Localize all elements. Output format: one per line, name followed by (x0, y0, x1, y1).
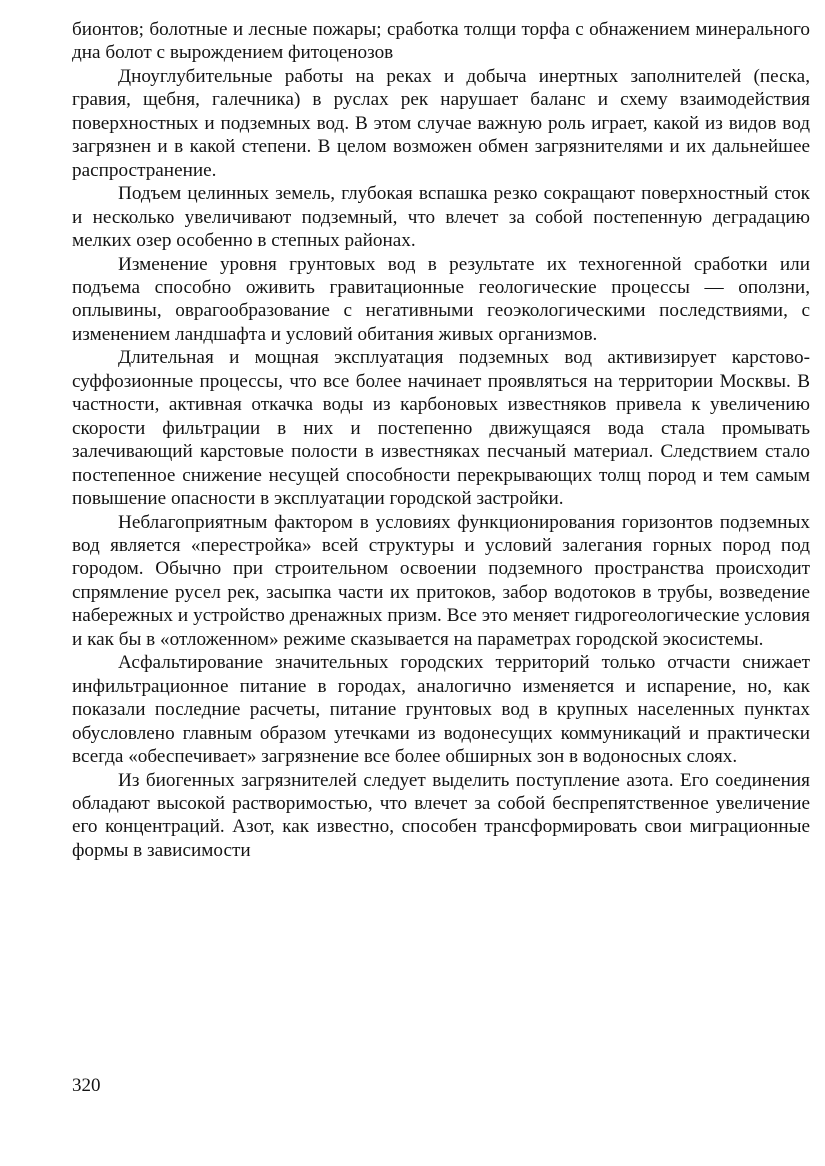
paragraph-6: Неблагоприятным фактором в условиях функционирования горизонтов подземных вод является «перестройка» всей структуры и условий залегания горных пород под городом. Обычно при строительном освоении подземного пространства происходит спрямление русел рек, засыпка части их притоков, забор водотоков в трубы, возведение набережных и устройство дренажных призм. Все это меняет гидрогеологические условия и как бы в «отложенном» режиме сказывается на параметрах городской экосистемы. (72, 511, 810, 650)
paragraph-1: бионтов; болотные и лесные пожары; сработка толщи торфа с обнажением минерального дна болот с вырождением фитоценозов (72, 19, 810, 64)
paragraph-3: Подъем целинных земель, глубокая вспашка резко сокращают поверхностный сток и несколько увеличивают подземный, что влечет за собой постепенную деградацию мелких озер особенно в степных районах. (72, 183, 810, 252)
paragraph-4: Изменение уровня грунтовых вод в результате их техногенной сработки или подъема способно оживить гравитационные геологические процессы — оползни, оплывины, оврагообразование с негативными геоэкологическими последствиями, с изменением ландшафта и условий обитания живых организмов. (72, 253, 810, 345)
paragraph-5: Длительная и мощная эксплуатация подземных вод активизирует карстово-суффозионные процессы, что все более начинает проявляться на территории Москвы. В частности, активная откачка воды из карбоновых известняков привела к увеличению скорости фильтрации в них и постепенно движущаяся вода стала промывать залечивающий карстовые полости в известняках песчаный материал. Следствием стало постепенное снижение несущей способности перекрывающих толщ пород и тем самым повышение опасности в эксплуатации городской застройки. (72, 347, 810, 510)
page-number: 320 (72, 1075, 101, 1096)
paragraph-2: Дноуглубительные работы на реках и добыча инертных заполнителей (песка, гравия, щебня, галечника) в руслах рек нарушает баланс и схему взаимодействия поверхностных и подземных вод. В этом случае важную роль играет, какой из видов вод загрязнен и в какой степени. В целом возможен обмен загрязнителями и их дальнейшее распространение. (72, 65, 810, 181)
paragraph-8: Из биогенных загрязнителей следует выделить поступление азота. Его соединения обладают высокой растворимостью, что влечет за собой беспрепятственное увеличение его концентраций. Азот, как известно, способен трансформировать свои миграционные формы в зависимости (72, 769, 810, 861)
page-text (72, 18, 810, 862)
paragraph-7: Асфальтирование значительных городских территорий только отчасти снижает инфильтрационное питание в городах, аналогично изменяется и испарение, но, как показали последние расчеты, питание грунтовых вод в крупных населенных пунктах обусловлено главным образом утечками из водонесущих коммуникаций и практически всегда «обеспечивает» загрязнение все более обширных зон в водоносных слоях. (72, 652, 810, 768)
